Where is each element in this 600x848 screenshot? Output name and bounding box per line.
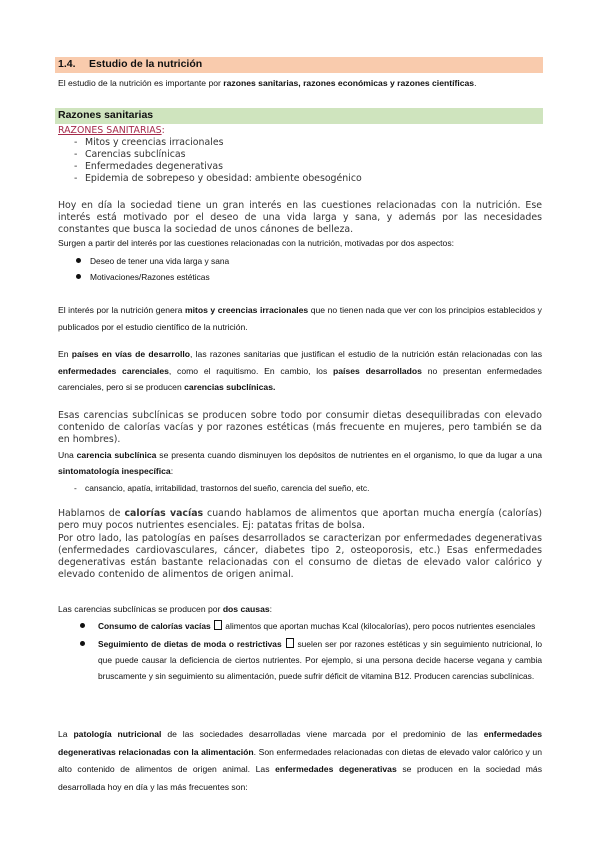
arrow-box-icon	[286, 638, 294, 648]
subsection-title: Razones sanitarias	[58, 109, 154, 121]
paragraph-carencias: Esas carencias subclínicas se producen sobre todo por consumir dietas desequilibradas con elevado contenido de calorías vacías y por razones estéticas (más frecuente en mujeres, pero también se da en hombres).	[58, 410, 542, 445]
subsection-header	[55, 108, 543, 124]
list-item: - cansancio, apatía, irritabilidad, trastornos del sueño, carencia del sueño, etc.	[58, 482, 542, 494]
list-item: - Epidemia de sobrepeso y obesidad: ambiente obesogénico	[58, 173, 542, 185]
list-item: - Mitos y creencias irracionales	[58, 137, 542, 149]
list-item: - Carencias subclínicas	[58, 149, 542, 161]
list-item: Deseo de tener una vida larga y sana	[58, 253, 542, 269]
paragraph-patologia-nutricional: La patología nutricional de las sociedades desarrolladas viene marcada por el predominio de las enfermedades degenerativas relacionadas con la alimentación. Son enfermedades relacionadas con dietas de elevado valor calórico y un alto contenido de alimentos de origen animal. Las enfermedades degenerativas se producen en la sociedad más desarrollada hoy en día y las más frecuentes son:	[58, 729, 543, 792]
sanitarias-block	[58, 123, 542, 185]
paragraph-patologias: Por otro lado, las patologías en países desarrollados se caracterizan por enfermedades degenerativas (enfermedades cardiovasculares, cáncer, diabetes tipo 2, osteoporosis, etc.) Esas enfermedades degenerativas están bastante relacionadas con el consumo de dietas de elevado valor calórico y elevado contenido de alimentos de origen animal.	[58, 533, 542, 580]
sanitarias-subheading: RAZONES SANITARIAS:	[58, 125, 165, 136]
paragraph-mitos: El interés por la nutrición genera mitos y creencias irracionales que no tienen nada que ver con los principios establecidos y publicados por el estudio científico de la nutrición.	[58, 305, 542, 332]
section-title: Estudio de la nutrición	[89, 58, 203, 70]
list-item: Consumo de calorías vacías alimentos que aportan muchas Kcal (kilocalorías), pero pocos nutrientes esenciales	[58, 618, 542, 634]
causes-list	[58, 618, 542, 686]
paragraph-carencia-subclinica: Una carencia subclínica se presenta cuando disminuyen los depósitos de nutrientes en el organismo, lo que da lugar a una sintomatología inespecífica:	[58, 450, 543, 476]
paragraph-paises: En países en vías de desarrollo, las razones sanitarias que justifican el estudio de la nutrición están relacionadas con las enfermedades carenciales, como el raquitismo. En cambio, los países desarrollados no presentan enfermedades carenciales, pero si se producen carencias subclínicas.	[58, 349, 543, 392]
section-number: 1.4.	[58, 58, 76, 70]
aspects-list	[58, 253, 542, 285]
list-item: Motivaciones/Razones estéticas	[58, 269, 542, 285]
paragraph-aspects: Surgen a partir del interés por las cuestiones relacionadas con la nutrición, motivadas por dos aspectos:	[58, 238, 455, 248]
sanitarias-list	[58, 137, 542, 185]
list-item: - Enfermedades degenerativas	[58, 161, 542, 173]
paragraph-dos-causas: Las carencias subclínicas se producen por dos causas:	[58, 604, 273, 614]
paragraph-interest: Hoy en día la sociedad tiene un gran interés en las cuestiones relacionadas con la nutrición. Ese interés está motivado por el deseo de una vida larga y sana, y además por las necesidades constantes que busca la sociedad de unos cánones de belleza.	[58, 200, 542, 235]
section-header	[55, 57, 543, 73]
intro-paragraph: El estudio de la nutrición es importante por razones sanitarias, razones económicas y razones científicas.	[58, 78, 477, 88]
list-item: Seguimiento de dietas de moda o restrictivas suelen ser por razones estéticas y sin seguimiento nutricional, lo que puede causar la deficiencia de ciertos nutrientes. Por ejemplo, si una persona decide hacerse vegana y cambia bruscamente y sin seguimiento su alimentación, puede sufrir déficit de vitamina B12. Producen carencias subclínicas.	[58, 636, 542, 684]
arrow-box-icon	[214, 620, 222, 630]
symptoms-list	[58, 482, 542, 494]
paragraph-calorias-vacias: Hablamos de calorías vacías cuando hablamos de alimentos que aportan mucha energía (calorías) pero muy pocos nutrientes esenciales. Ej: patatas fritas de bolsa.	[58, 508, 542, 531]
